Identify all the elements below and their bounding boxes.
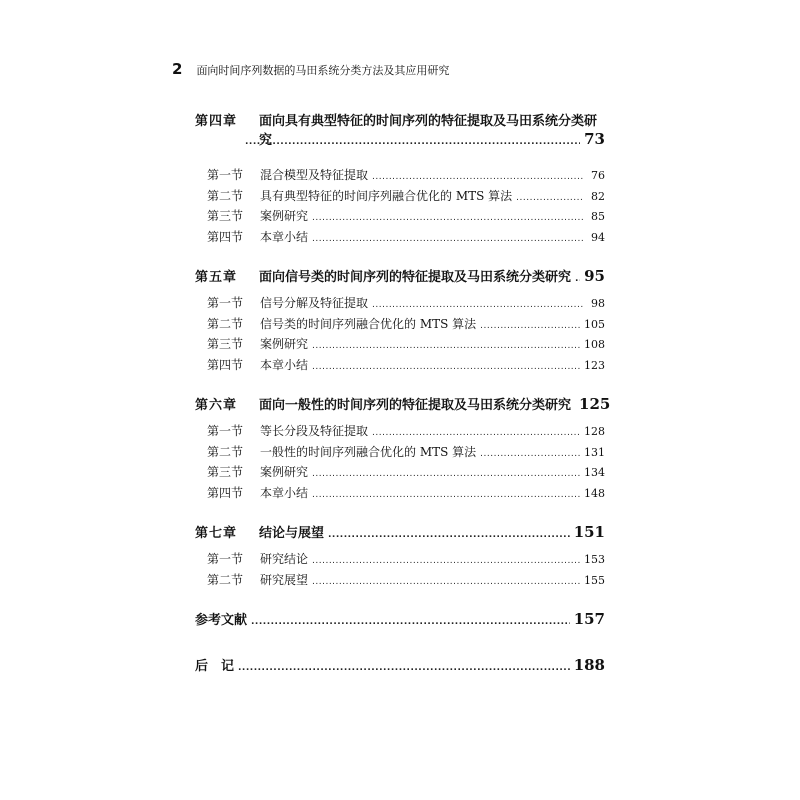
leader-dots [251,618,570,627]
chapter-title: 面向具有典型特征的时间序列的特征提取及马田系统分类研究 [259,114,598,148]
section-page: 134 [584,466,605,479]
section-title: 案例研究 [260,465,309,479]
chapter-page: 73 [584,130,605,148]
toc-section[interactable] [207,187,605,208]
chapter-number: 第六章 [195,398,238,413]
section-title: 本章小结 [260,357,309,372]
section-number: 第二节 [207,572,244,587]
toc-section[interactable] [207,571,605,592]
toc-section[interactable] [207,356,605,377]
toc-section[interactable] [207,463,605,484]
leader-dots [312,214,583,223]
section-page: 128 [584,425,605,438]
toc-section[interactable] [207,484,605,505]
section-page: 98 [591,297,605,310]
toc-section[interactable] [207,443,605,464]
toc-section[interactable] [207,207,605,228]
leader-dots [312,342,580,351]
toc-section[interactable] [207,422,605,443]
section-page: 131 [584,445,605,459]
toc-postscript[interactable] [195,655,605,675]
chapter-number: 第七章 [195,526,238,541]
section-number: 第二节 [207,188,244,203]
section-number: 第二节 [207,444,244,459]
toc-sections [207,294,605,376]
leader-dots [372,173,583,182]
chapter-page: 125 [579,395,611,413]
toc-chapter-4[interactable] [195,110,605,154]
chapter-title: 面向信号类的时间序列的特征提取及马田系统分类研究 [259,270,572,285]
section-number: 第三节 [207,465,244,479]
leader-dots [312,557,580,566]
toc-sections [207,422,605,504]
section-title: 研究结论 [260,552,309,566]
section-title: 本章小结 [260,229,309,244]
toc-section[interactable] [207,335,605,356]
section-title: 一般性的时间序列融合优化的 MTS 算法 [260,444,477,459]
toc-references[interactable] [195,609,605,629]
section-title: 案例研究 [260,209,309,223]
section-number: 第四节 [207,229,244,244]
section-number: 第三节 [207,209,244,223]
section-page: 108 [584,338,605,351]
leader-dots [328,531,570,540]
toc-chapter-5[interactable] [195,266,605,286]
section-page: 148 [584,486,605,500]
chapter-number: 第四章 [195,114,238,129]
section-page: 155 [584,573,605,587]
toc-section[interactable] [207,228,605,249]
section-number: 第一节 [207,552,244,566]
toc-section[interactable] [207,550,605,571]
postscript-title: 后 记 [195,659,235,674]
toc-chapter-7[interactable] [195,522,605,542]
section-number: 第四节 [207,357,244,372]
leader-dots [372,301,583,310]
toc-chapter-6[interactable] [195,394,611,414]
leader-dots [312,491,580,500]
section-number: 第三节 [207,337,244,351]
leader-dots [312,363,580,372]
leader-dots [480,322,580,331]
postscript-page: 188 [573,656,605,674]
section-page: 76 [591,169,605,182]
section-page: 153 [584,553,605,566]
section-page: 85 [591,210,605,223]
section-title: 信号分解及特征提取 [260,296,369,310]
section-number: 第一节 [207,168,244,182]
chapter-page: 151 [573,523,605,541]
toc-sections [207,550,605,591]
leader-dots [312,470,580,479]
section-number: 第四节 [207,485,244,500]
chapter-title: 结论与展望 [259,526,325,541]
section-number: 第二节 [207,316,244,331]
section-title: 本章小结 [260,485,309,500]
leader-dots [245,138,580,147]
section-title: 信号类的时间序列融合优化的 MTS 算法 [260,316,477,331]
table-of-contents [195,110,611,701]
section-number: 第一节 [207,424,244,438]
leader-dots [238,664,570,673]
references-page: 157 [573,610,605,628]
chapter-title: 面向一般性的时间序列的特征提取及马田系统分类研究 [259,398,572,413]
section-page: 105 [584,317,605,331]
section-title: 研究展望 [260,572,309,587]
leader-dots [372,429,580,438]
section-title: 混合模型及特征提取 [260,168,369,182]
leader-dots [516,194,583,203]
section-title: 案例研究 [260,337,309,351]
section-page: 82 [591,189,605,203]
toc-section[interactable] [207,315,605,336]
toc-section[interactable] [207,166,605,187]
running-header [172,60,449,78]
section-page: 123 [584,358,605,372]
section-title: 等长分段及特征提取 [260,424,369,438]
chapter-page: 95 [584,267,605,285]
section-number: 第一节 [207,296,244,310]
section-page: 94 [591,230,605,244]
toc-section[interactable] [207,294,605,315]
toc-sections [207,166,605,248]
leader-dots [312,578,580,587]
book-title: 面向时间序列数据的马田系统分类方法及其应用研究 [196,64,450,77]
leader-dots [480,450,580,459]
section-title: 具有典型特征的时间序列融合优化的 MTS 算法 [260,188,513,203]
leader-dots [575,275,580,284]
references-title: 参考文献 [195,613,248,628]
page-number: 2 [172,60,183,78]
chapter-number: 第五章 [195,270,238,285]
leader-dots [312,235,583,244]
